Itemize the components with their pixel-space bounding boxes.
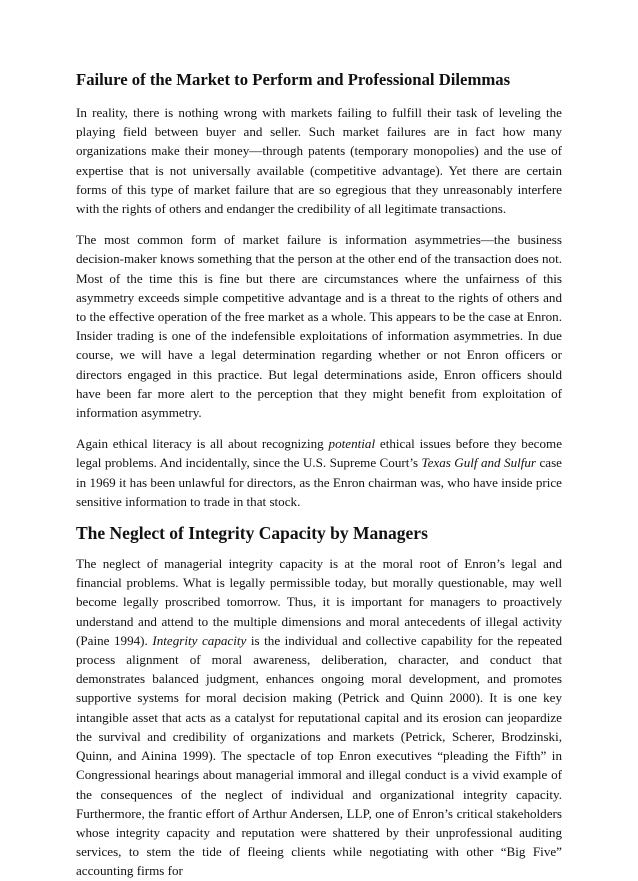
paragraph-ethical-literacy bbox=[76, 434, 562, 511]
text-run: case in 1969 it has been unlawful for directors, as the Enron chairman was, who have inside price sensitive information to trade in that stock. bbox=[76, 455, 562, 509]
emphasis-integrity-capacity: Integrity capacity bbox=[152, 632, 247, 648]
text-run: is the individual and collective capability for the repeated process alignment of moral awareness, deliberation, character, and conduct that demonstrates balanced judgment, enhances ongoing moral development, and promotes supportive systems for moral decision making (Petrick and Quinn 2000). It is one key intangible asset that acts as a catalyst for reputational capital and its erosion can jeopardize the survival and credibility of organizations and markets (Petrick, Scherer, Brodzinski, Quinn, and Ainina 1999). The spectacle of top Enron executives “pleading the Fifth” in Congressional hearings about managerial immoral and illegal conduct is a vivid example of the consequences of the neglect of individual and organizational integrity capacity. Furthermore, the frantic effort of Arthur Andersen, LLP, one of Enron’s critical stakeholders whose integrity capacity and reputation were shattered by their unprofessional auditing services, to stem the tide of fleeing clients while negotiating with other “Big Five” accounting firms for bbox=[76, 632, 562, 879]
paragraph-information-asymmetries: The most common form of market failure is information asymmetries—the business decision-maker knows something that the person at the other end of the transaction does not. Most of the time this is fine but there are circumstances where the unfairness of this asymmetry exceeds simple competitive advantage and is a threat to the rights of others and to the effective operation of the free market as a whole. This appears to be the case at Enron. Insider trading is one of the indefensible exploitations of information asymmetries. In due course, we will have a legal determination regarding whether or not Enron officers or directors engaged in this practice. But legal determinations aside, Enron officers should have been far more alert to the perception that they might benefit from exploitation of information asymmetry. bbox=[76, 232, 562, 421]
section-heading-market-failure: Failure of the Market to Perform and Professional Dilemmas bbox=[76, 70, 511, 89]
paragraph-market-failure-intro: In reality, there is nothing wrong with markets failing to fulfill their task of leveling the playing field between buyer and seller. Such market failures are in fact how many organizations make their money—through patents (temporary monopolies) and the use of expertise that is not universally available (competitive advantage). Yet there are certain forms of this type of market failure that are so egregious that they unreasonably interfere with the rights of others and endanger the credibility of all legitimate transactions. bbox=[76, 105, 562, 217]
emphasis-case-name: Texas Gulf and Sulfur bbox=[421, 455, 537, 471]
paragraph-integrity-capacity bbox=[76, 554, 562, 880]
text-run: ethical issues before they become legal problems. And incidentally, since the U.S. Supreme Court’s bbox=[76, 436, 563, 471]
text-run: Again ethical literacy is all about recognizing bbox=[76, 436, 329, 452]
section-heading-integrity-capacity: The Neglect of Integrity Capacity by Managers bbox=[76, 523, 428, 544]
emphasis-potential: potential bbox=[328, 436, 376, 452]
text-run: The neglect of managerial integrity capacity is at the moral root of Enron’s legal and financial problems. What is legally permissible today, but morally questionable, may well become legally proscribed tomorrow. Thus, it is important for managers to proactively understand and attend to the multiple dimensions and moral antecedents of illegal activity (Paine 1994). bbox=[76, 556, 562, 648]
